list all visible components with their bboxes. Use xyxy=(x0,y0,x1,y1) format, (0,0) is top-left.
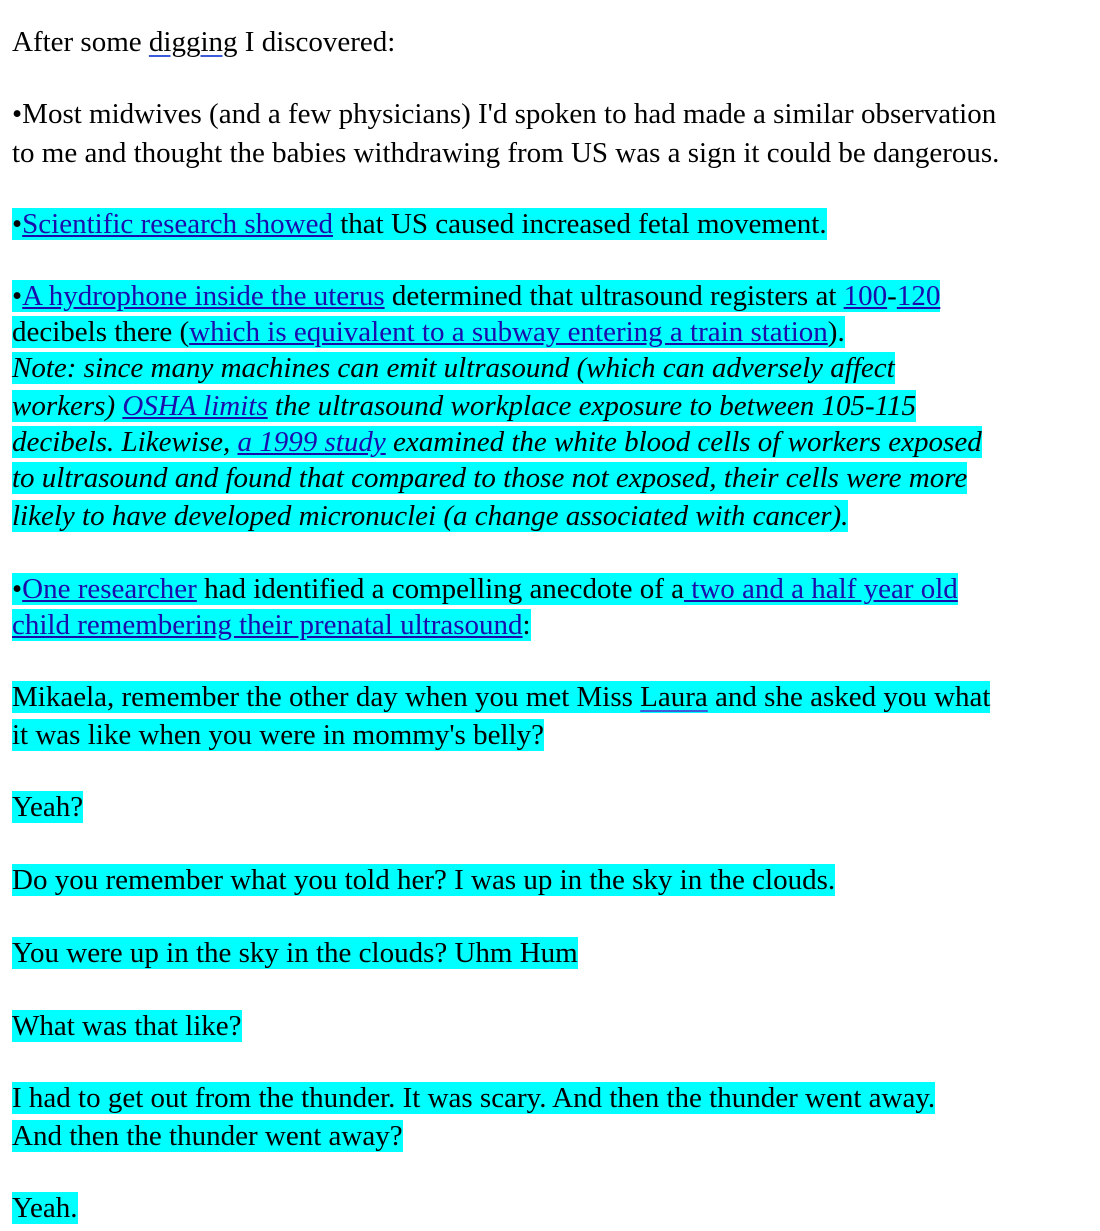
one-researcher-link[interactable]: One researcher xyxy=(22,573,197,605)
line-text: ). xyxy=(827,316,845,348)
note-line xyxy=(12,350,895,386)
note-line xyxy=(12,498,848,534)
dialogue-line xyxy=(12,1008,242,1044)
line-text: determined that ultrasound registers at xyxy=(384,280,844,312)
note-line xyxy=(12,388,916,424)
note-text: Note: since many machines can emit ultrasound (which can adversely affect xyxy=(12,352,895,384)
intro-text-end: I discovered: xyxy=(237,26,396,58)
line-text: that US caused increased fetal movement. xyxy=(332,208,827,240)
dialogue-line xyxy=(12,1080,935,1116)
prenatal-ultrasound-link[interactable]: child remembering their prenatal ultrasound xyxy=(12,609,523,641)
dialogue-text: it was like when you were in mommy's belly? xyxy=(12,719,544,751)
dialogue-text: I had to get out from the thunder. It was scary. And then the thunder went away. xyxy=(12,1082,936,1114)
osha-limits-link[interactable]: OSHA limits xyxy=(122,390,268,422)
line-text: decibels there ( xyxy=(12,316,190,348)
dialogue-line xyxy=(12,717,544,753)
dialogue-text: Mikaela, remember the other day when you met Miss xyxy=(12,681,641,713)
highlighted-line xyxy=(12,314,845,350)
two-and-half-year-old-link[interactable]: two and a half year old xyxy=(684,573,958,605)
link-100[interactable]: 100 xyxy=(843,280,888,312)
highlighted-line xyxy=(12,571,958,607)
dialogue-line xyxy=(12,935,578,971)
dialogue-text: And then the thunder went away? xyxy=(12,1120,403,1152)
bullet: • xyxy=(12,280,23,312)
intro-text: After some xyxy=(12,26,149,58)
dialogue-line xyxy=(12,862,835,898)
highlighted-line xyxy=(12,206,827,242)
intro-line xyxy=(12,24,395,60)
dialogue-line xyxy=(12,1190,78,1226)
bullet: • xyxy=(12,573,23,605)
spellcheck-word: Laura xyxy=(640,681,708,713)
dialogue-text: You were up in the sky in the clouds? Uhm Hum xyxy=(12,937,578,969)
note-text: workers) xyxy=(12,390,123,422)
paragraph-line: •Most midwives (and a few physicians) I'd spoken to had made a similar observation xyxy=(12,98,997,130)
note-text: decibels. Likewise, xyxy=(12,426,238,458)
dialogue-line xyxy=(12,1118,403,1154)
note-text: the ultrasound workplace exposure to between 105-115 xyxy=(267,390,917,422)
dialogue-line xyxy=(12,789,83,825)
dialogue-line xyxy=(12,679,990,715)
paragraph-line: to me and thought the babies withdrawing from US was a sign it could be dangerous. xyxy=(12,137,1000,169)
note-line xyxy=(12,460,967,496)
dialogue-text: Yeah? xyxy=(12,791,84,823)
study-1999-link[interactable]: a 1999 study xyxy=(237,426,386,458)
dialogue-text: Yeah. xyxy=(12,1192,78,1224)
line-text: had identified a compelling anecdote of a xyxy=(196,573,685,605)
highlighted-line xyxy=(12,607,531,643)
hydrophone-link[interactable]: A hydrophone inside the uterus xyxy=(22,280,385,312)
note-text: likely to have developed micronuclei (a change associated with cancer). xyxy=(12,500,849,532)
bullet: • xyxy=(12,208,23,240)
highlighted-line xyxy=(12,278,940,314)
scientific-research-link[interactable]: Scientific research showed xyxy=(22,208,333,240)
note-text: to ultrasound and found that compared to those not exposed, their cells were more xyxy=(12,462,968,494)
note-line xyxy=(12,424,982,460)
dialogue-text: What was that like? xyxy=(12,1010,242,1042)
colon: : xyxy=(522,609,531,641)
dialogue-text: and she asked you what xyxy=(707,681,991,713)
dash: - xyxy=(887,280,897,312)
note-text: examined the white blood cells of workers exposed xyxy=(385,426,982,458)
link-120[interactable]: 120 xyxy=(896,280,941,312)
subway-link[interactable]: which is equivalent to a subway entering a train station xyxy=(189,316,828,348)
spellcheck-word: digging xyxy=(148,26,238,58)
dialogue-text: Do you remember what you told her? I was up in the sky in the clouds. xyxy=(12,864,836,896)
